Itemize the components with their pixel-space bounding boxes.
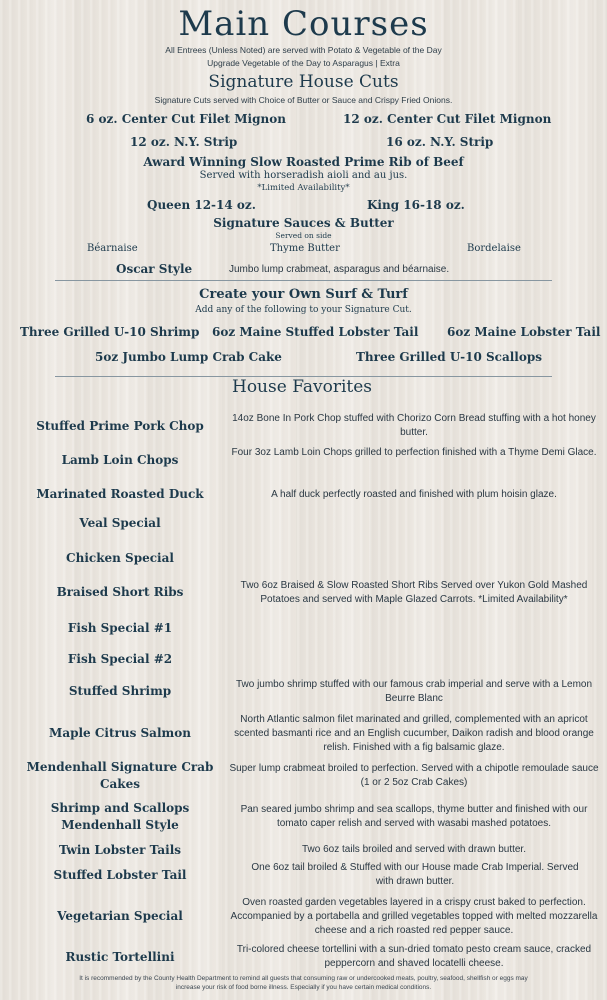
fav-name-crab-cakes: Mendenhall Signature Crab Cakes xyxy=(26,760,214,791)
fav-desc-vegetarian: Oven roasted garden vegetables layered in a crispy crust baked to perfection. Accompanied by a portabella and grilled vegetables topped with melted mozzarella cheese and a rich roasted red pepper sauce. xyxy=(230,897,598,936)
cut-16oz-strip: 16 oz. N.Y. Strip xyxy=(386,135,494,149)
prime-rib-king: King 16-18 oz. xyxy=(367,198,465,212)
health-footnote: It is recommended by the County Health Department to remind all guests that consuming raw or undercooked meats, poultry, seafood, shellfish or eggs may increase your risk of food borne illness. Especially if you have certain medical conditions. xyxy=(79,975,528,991)
fav-desc-tortellini: Tri-colored cheese tortellini with a sun-dried tomato pesto cream sauce, cracked peppercorn and shaved locatelli cheese. xyxy=(236,944,592,969)
fav-desc-short-ribs: Two 6oz Braised & Slow Roasted Short Ribs Served over Yukon Gold Mashed Potatoes and served with Maple Glazed Carrots. *Limited Availability* xyxy=(240,580,588,605)
sauce-bearnaise: Béarnaise xyxy=(87,243,138,254)
fav-name-vegetarian: Vegetarian Special xyxy=(57,909,183,923)
favorites-heading: House Favorites xyxy=(232,377,372,397)
surf-turf-lobster-tail: 6oz Maine Lobster Tail xyxy=(447,325,601,339)
sauces-served-on-side: Served on side xyxy=(275,231,332,240)
intro-line-2: Upgrade Vegetable of the Day to Asparagus | Extra xyxy=(207,58,400,68)
fav-name-twin-lobster: Twin Lobster Tails xyxy=(58,843,182,857)
fav-name-stuffed-shrimp: Stuffed Shrimp xyxy=(68,684,172,698)
oscar-style-label: Oscar Style xyxy=(116,262,193,276)
sauce-thyme-butter: Thyme Butter xyxy=(270,243,340,254)
fav-name-veal: Veal Special xyxy=(79,516,161,530)
surf-turf-crab-cake: 5oz Jumbo Lump Crab Cake xyxy=(95,350,282,364)
fav-name-tortellini: Rustic Tortellini xyxy=(65,950,175,964)
fav-name-duck: Marinated Roasted Duck xyxy=(36,487,204,501)
surf-turf-stuffed-lobster: 6oz Maine Stuffed Lobster Tail xyxy=(212,325,419,339)
fav-desc-stuffed-shrimp: Two jumbo shrimp stuffed with our famous crab imperial and serve with a Lemon Beurre Blanc xyxy=(235,679,593,704)
prime-rib-served: Served with horseradish aioli and au jus. xyxy=(199,170,408,181)
signature-note: Signature Cuts served with Choice of Butter or Sauce and Crispy Fried Onions. xyxy=(154,95,453,105)
fav-name-shrimp-scallops: Shrimp and Scallops Mendenhall Style xyxy=(50,801,190,832)
fav-name-fish-1: Fish Special #1 xyxy=(67,621,173,635)
cut-6oz-filet: 6 oz. Center Cut Filet Mignon xyxy=(86,112,286,126)
fav-name-pork-chop: Stuffed Prime Pork Chop xyxy=(36,419,204,433)
page-title: Main Courses xyxy=(178,4,429,44)
fav-name-salmon: Maple Citrus Salmon xyxy=(49,726,191,740)
fav-desc-crab-cakes: Super lump crabmeat broiled to perfection. Served with a chipotle remoulade sauce (1 or 2 5oz Crab Cakes) xyxy=(229,763,599,788)
prime-rib-queen: Queen 12-14 oz. xyxy=(147,198,256,212)
fav-desc-stuffed-lobster: One 6oz tail broiled & Stuffed with our House made Crab Imperial. Served with drawn butter. xyxy=(251,862,579,887)
surf-turf-heading: Create your Own Surf & Turf xyxy=(199,287,408,302)
prime-rib-title: Award Winning Slow Roasted Prime Rib of Beef xyxy=(143,155,464,169)
sauce-bordelaise: Bordelaise xyxy=(467,243,521,254)
fav-desc-twin-lobster: Two 6oz tails broiled and served with drawn butter. xyxy=(301,844,526,855)
fav-name-fish-2: Fish Special #2 xyxy=(67,652,173,666)
sauces-heading: Signature Sauces & Butter xyxy=(213,216,394,230)
fav-name-lamb: Lamb Loin Chops xyxy=(61,453,179,467)
cut-12oz-strip: 12 oz. N.Y. Strip xyxy=(130,135,238,149)
fav-name-chicken: Chicken Special xyxy=(66,551,174,565)
surf-turf-shrimp: Three Grilled U-10 Shrimp xyxy=(20,325,200,339)
fav-desc-duck: A half duck perfectly roasted and finished with plum hoisin glaze. xyxy=(271,489,557,500)
fav-desc-pork-chop: 14oz Bone In Pork Chop stuffed with Chorizo Corn Bread stuffing with a hot honey butter. xyxy=(232,413,596,438)
cut-12oz-filet: 12 oz. Center Cut Filet Mignon xyxy=(343,112,552,126)
surf-turf-scallops: Three Grilled U-10 Scallops xyxy=(356,350,542,364)
fav-desc-salmon: North Atlantic salmon filet marinated and grilled, complemented with an apricot scented basmanti rice and an English cucumber, Daikon radish and blood orange relish. Finished with a fig balsamic glaze. xyxy=(234,714,594,753)
fav-name-stuffed-lobster: Stuffed Lobster Tail xyxy=(53,868,187,882)
fav-name-short-ribs: Braised Short Ribs xyxy=(56,585,184,599)
prime-rib-availability: *Limited Availability* xyxy=(257,183,350,193)
signature-heading: Signature House Cuts xyxy=(208,72,399,92)
intro-line-1: All Entrees (Unless Noted) are served with Potato & Vegetable of the Day xyxy=(165,45,442,55)
surf-turf-note: Add any of the following to your Signature Cut. xyxy=(195,305,412,315)
fav-desc-shrimp-scallops: Pan seared jumbo shrimp and sea scallops, thyme butter and finished with our tomato caper relish and served with wasabi mashed potatoes. xyxy=(240,804,588,829)
fav-desc-lamb: Four 3oz Lamb Loin Chops grilled to perfection finished with a Thyme Demi Glace. xyxy=(231,447,597,458)
divider-1 xyxy=(55,280,552,281)
oscar-style-desc: Jumbo lump crabmeat, asparagus and béarnaise. xyxy=(229,264,450,275)
